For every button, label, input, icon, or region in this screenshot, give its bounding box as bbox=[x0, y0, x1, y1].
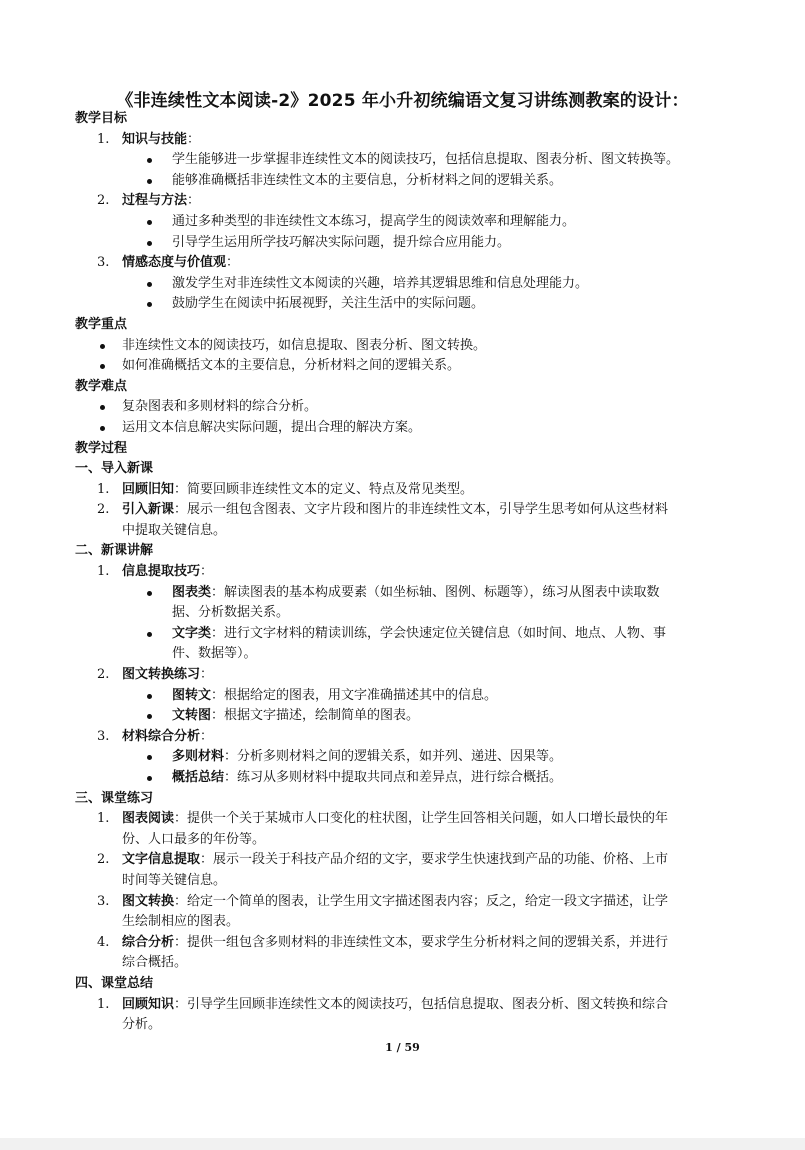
bullet-icon bbox=[147, 241, 152, 246]
list-number: 1. bbox=[97, 811, 110, 827]
list-item bbox=[75, 727, 735, 748]
bullet-text: ：解读图表的基本构成要素（如坐标轴、图例、标题等），练习从图表中读取数 bbox=[211, 584, 660, 600]
item-label: 图文转换练习 bbox=[122, 667, 201, 683]
bullet-icon bbox=[147, 302, 152, 307]
list-number: 3. bbox=[97, 893, 110, 909]
bullet-item bbox=[75, 294, 735, 315]
bullet-text: 学生能够进一步掌握非连续性文本的阅读技巧，包括信息提取、图表分析、图文转换等。 bbox=[172, 152, 680, 168]
item-text: ：展示一段关于科技产品介绍的文字，要求学生快速找到产品的功能、价格、上市 bbox=[200, 852, 669, 868]
list-number: 1. bbox=[97, 996, 110, 1012]
item-label: 情感态度与价值观 bbox=[122, 255, 227, 271]
list-number: 1. bbox=[97, 564, 110, 580]
bullet-icon bbox=[147, 694, 152, 699]
bullet-item bbox=[75, 274, 735, 295]
bullet-text: ：根据给定的图表，用文字准确描述其中的信息。 bbox=[211, 687, 498, 703]
bullet-text: 通过多种类型的非连续性文本练习，提高学生的阅读效率和理解能力。 bbox=[172, 213, 576, 229]
item-text: ：给定一个简单的图表，让学生用文字描述图表内容；反之，给定一段文字描述，让学 bbox=[174, 893, 669, 909]
item-sep: ： bbox=[200, 564, 214, 580]
bullet-icon bbox=[147, 158, 152, 163]
list-item bbox=[75, 191, 735, 212]
list-number: 1. bbox=[97, 131, 110, 147]
item-label: 引入新课 bbox=[122, 502, 175, 518]
list-item bbox=[75, 850, 735, 891]
bullet-icon bbox=[100, 426, 105, 431]
item-text-cont: 综合概括。 bbox=[122, 955, 188, 971]
bullet-text: ：根据文字描述，绘制简单的图表。 bbox=[211, 708, 420, 724]
bullet-item bbox=[75, 747, 735, 768]
bullet-item bbox=[75, 233, 735, 254]
section-heading-process: 教学过程 bbox=[75, 440, 128, 456]
item-label: 文字信息提取 bbox=[122, 852, 201, 868]
list-number: 3. bbox=[97, 255, 110, 271]
item-sep: ： bbox=[187, 193, 201, 209]
bullet-item bbox=[75, 336, 735, 357]
list-number: 2. bbox=[97, 193, 110, 209]
bullet-text: 鼓励学生在阅读中拓展视野，关注生活中的实际问题。 bbox=[172, 296, 485, 312]
bullet-item bbox=[75, 356, 735, 377]
bullet-item bbox=[75, 397, 735, 418]
item-label: 知识与技能 bbox=[122, 131, 188, 147]
list-number: 3. bbox=[97, 728, 110, 744]
section-heading-difficulties: 教学难点 bbox=[75, 378, 128, 394]
bullet-item bbox=[75, 418, 735, 439]
item-label: 过程与方法 bbox=[122, 193, 188, 209]
bullet-label: 文转图 bbox=[172, 708, 212, 724]
bullet-label: 多则材料 bbox=[172, 749, 225, 765]
bullet-icon bbox=[147, 632, 152, 637]
list-number: 2. bbox=[97, 852, 110, 868]
bullet-text-cont: 件、数据等）。 bbox=[172, 646, 257, 662]
bullet-icon bbox=[147, 714, 152, 719]
bullet-icon bbox=[147, 179, 152, 184]
item-label: 回顾旧知 bbox=[122, 481, 175, 497]
bullet-label: 图表类 bbox=[172, 584, 212, 600]
bullet-text: 激发学生对非连续性文本阅读的兴趣，培养其逻辑思维和信息处理能力。 bbox=[172, 275, 589, 291]
item-text: ：提供一个关于某城市人口变化的柱状图，让学生回答相关问题，如人口增长最快的年 bbox=[174, 811, 669, 827]
item-text: ：展示一组包含图表、文字片段和图片的非连续性文本，引导学生思考如何从这些材料 bbox=[174, 502, 669, 518]
bullet-item bbox=[75, 171, 735, 192]
bullet-icon bbox=[147, 755, 152, 760]
bullet-label: 文字类 bbox=[172, 625, 212, 641]
bullet-label: 概括总结 bbox=[172, 770, 225, 785]
bullet-icon bbox=[147, 776, 152, 781]
list-item bbox=[75, 500, 735, 541]
bullet-icon bbox=[147, 591, 152, 596]
list-number: 4. bbox=[97, 934, 110, 950]
bullet-text: 如何准确概括文本的主要信息，分析材料之间的逻辑关系。 bbox=[122, 358, 461, 374]
bullet-text-cont: 据、分析数据关系。 bbox=[172, 605, 290, 621]
bullet-text: 能够准确概括非连续性文本的主要信息，分析材料之间的逻辑关系。 bbox=[172, 172, 563, 188]
bullet-item bbox=[75, 583, 735, 624]
bullet-text: ：进行文字材料的精读训练，学会快速定位关键信息（如时间、地点、人物、事 bbox=[211, 625, 667, 641]
bullet-item bbox=[75, 212, 735, 233]
bullet-text: 复杂图表和多则材料的综合分析。 bbox=[122, 399, 318, 415]
item-sep: ： bbox=[200, 667, 214, 683]
item-text: ：简要回顾非连续性文本的定义、特点及常见类型。 bbox=[174, 481, 474, 497]
bullet-text: 运用文本信息解决实际问题，提出合理的解决方案。 bbox=[122, 419, 422, 435]
subsection-heading: 三、课堂练习 bbox=[75, 790, 154, 806]
section-heading-key-points: 教学重点 bbox=[75, 316, 128, 332]
bullet-icon bbox=[147, 220, 152, 225]
bullet-item bbox=[75, 150, 735, 171]
list-item bbox=[75, 480, 735, 501]
item-label: 图表阅读 bbox=[122, 811, 175, 827]
list-item bbox=[75, 892, 735, 933]
bullet-icon bbox=[147, 282, 152, 287]
bullet-icon bbox=[100, 364, 105, 369]
list-item bbox=[75, 933, 735, 974]
list-item bbox=[75, 130, 735, 151]
item-text-cont: 时间等关键信息。 bbox=[122, 872, 227, 888]
bullet-item bbox=[75, 706, 735, 727]
item-text: ：引导学生回顾非连续性文本的阅读技巧，包括信息提取、图表分析、图文转换和综合 bbox=[174, 996, 669, 1012]
bullet-text: 引导学生运用所学技巧解决实际问题，提升综合应用能力。 bbox=[172, 234, 511, 250]
bullet-item bbox=[75, 624, 735, 665]
subsection-heading: 一、导入新课 bbox=[75, 461, 154, 477]
item-text-cont: 分析。 bbox=[122, 1017, 162, 1033]
list-number: 1. bbox=[97, 481, 110, 497]
list-item bbox=[75, 562, 735, 583]
bullet-text: ：练习从多则材料中提取共同点和差异点，进行综合概括。 bbox=[224, 770, 563, 785]
item-label: 综合分析 bbox=[122, 934, 175, 950]
bullet-label: 图转文 bbox=[172, 687, 212, 703]
item-text: ：提供一组包含多则材料的非连续性文本，要求学生分析材料之间的逻辑关系，并进行 bbox=[174, 934, 669, 950]
section-heading-goals: 教学目标 bbox=[75, 111, 128, 126]
list-item bbox=[75, 995, 735, 1036]
bullet-icon bbox=[100, 344, 105, 349]
bullet-text: 非连续性文本的阅读技巧，如信息提取、图表分析、图文转换。 bbox=[122, 337, 487, 353]
list-item bbox=[75, 253, 735, 274]
document-body bbox=[75, 109, 735, 1036]
item-label: 材料综合分析 bbox=[122, 728, 201, 744]
item-sep: ： bbox=[187, 131, 201, 147]
item-label: 信息提取技巧 bbox=[122, 564, 201, 580]
list-item bbox=[75, 809, 735, 850]
subsection-heading: 四、课堂总结 bbox=[75, 975, 154, 991]
item-sep: ： bbox=[226, 255, 240, 271]
item-sep: ： bbox=[200, 728, 214, 744]
item-label: 回顾知识 bbox=[122, 996, 175, 1012]
bullet-item bbox=[75, 686, 735, 707]
list-number: 2. bbox=[97, 502, 110, 518]
item-text-cont: 生绘制相应的图表。 bbox=[122, 914, 240, 930]
page-number: 1 / 59 bbox=[385, 1041, 420, 1054]
bullet-item bbox=[75, 768, 735, 789]
bullet-text: ：分析多则材料之间的逻辑关系，如并列、递进、因果等。 bbox=[224, 749, 563, 765]
list-number: 2. bbox=[97, 667, 110, 683]
document-title: 《非连续性文本阅读-2》2025 年小升初统编语文复习讲练测教案的设计： bbox=[116, 91, 689, 111]
item-text-cont: 份、人口最多的年份等。 bbox=[122, 831, 266, 847]
subsection-heading: 二、新课讲解 bbox=[75, 543, 154, 559]
item-text-cont: 中提取关键信息。 bbox=[122, 522, 227, 538]
item-label: 图文转换 bbox=[122, 893, 175, 909]
list-item bbox=[75, 665, 735, 686]
bullet-icon bbox=[100, 405, 105, 410]
